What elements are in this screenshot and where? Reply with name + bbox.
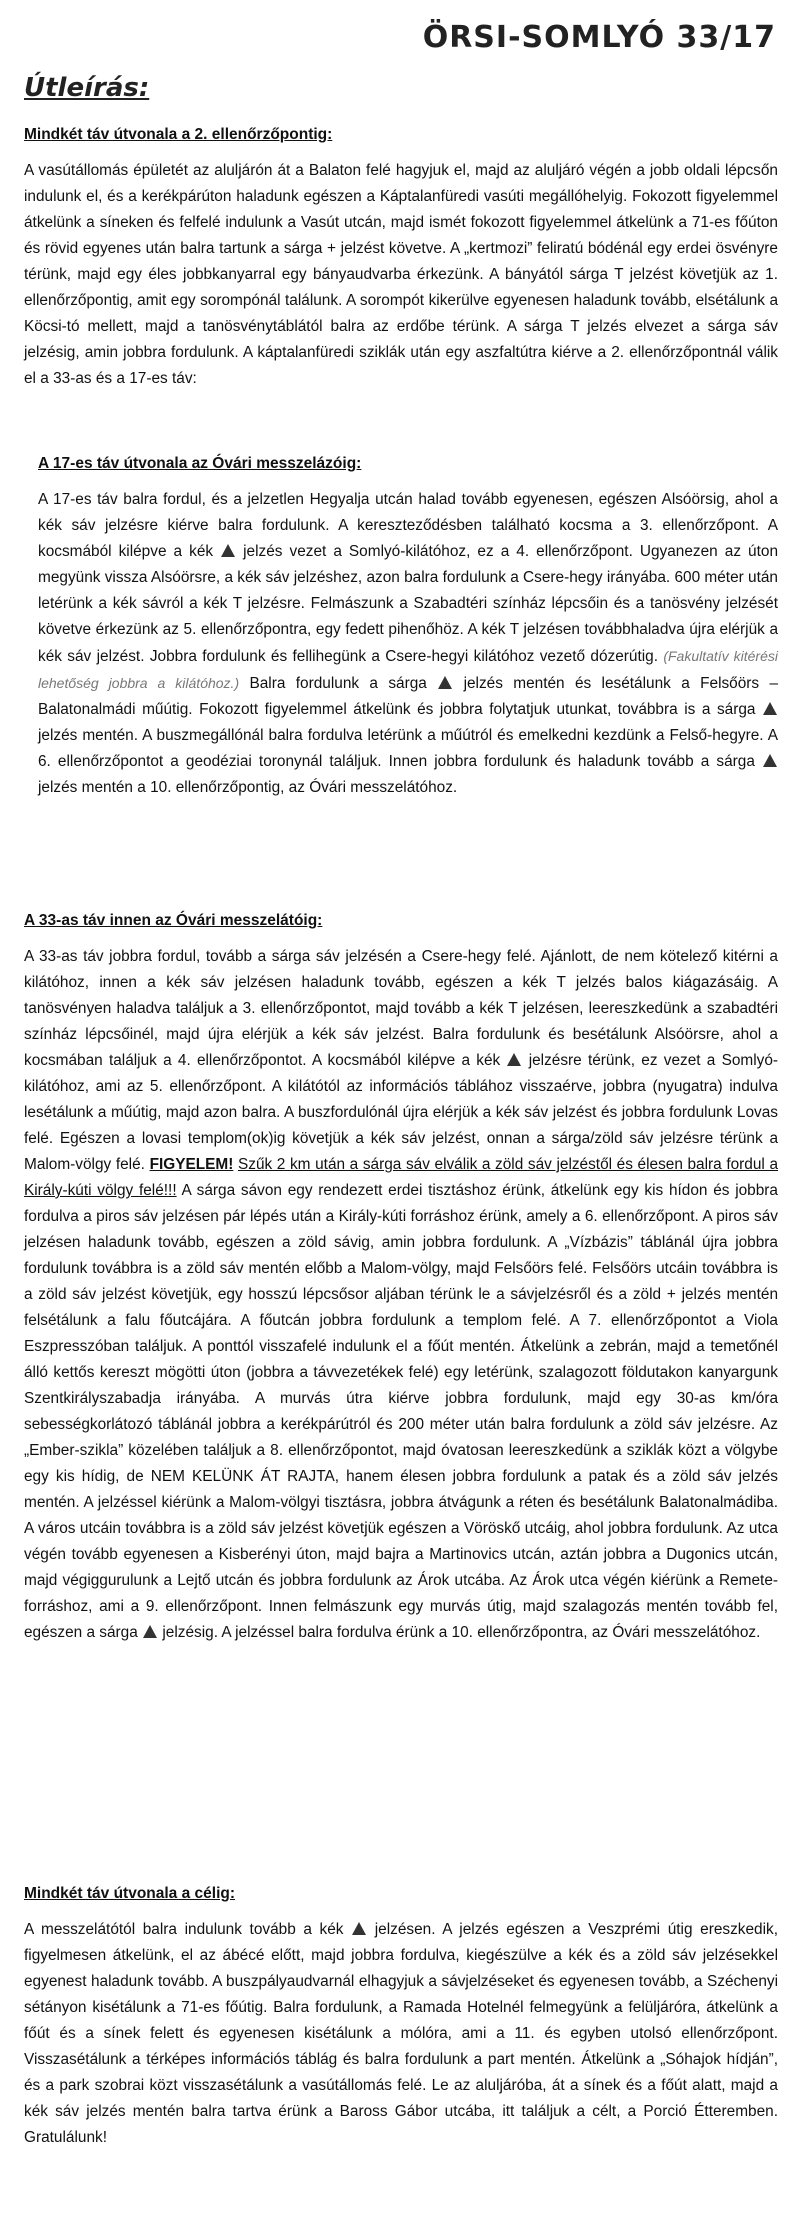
triangle-icon	[221, 544, 235, 557]
section-heading: Mindkét táv útvonala a 2. ellenőrzőpontig:	[24, 126, 333, 143]
route-code: ÖRSI-SOMLYÓ 33/17	[422, 20, 776, 55]
text-part: A sárga sávon egy rendezett erdei tisztáshoz érünk, átkelünk egy kis hídon és jobbra fordulva a piros sáv jelzésen pár lépés után a Király-kúti forráshoz érünk, amely a 6. ellenőrzőpont. A piros sáv jelzésen haladunk tovább, egészen a zöld sávig, amin jobbra fordulunk. A „Vízbázis” táblánál újra jobbra fordulunk továbbra is a zöld sáv mentén előbb a Malom-völgy, majd Felsőörs felé. Felsőörs utcáin továbbra is a zöld sáv jelzést követjük, egy hosszú lépcsősor aljában térünk le a sávjelzésről és a zöld + jelzés mentén felsétálunk a falu főutcájára. A főutcán jobbra fordulunk a templom felé. A 7. ellenőrzőpontot a Viola Eszpresszóban találjuk. A ponttól visszafelé indulunk el a főút mentén. Átkelünk a zebrán, majd a temetőnél álló kettős kereszt mögötti úton (jobbra a távvezetékek felé) egy letérünk, szalagozott földutakon kanyargunk Szentkirályszabadja irányába. A murvás útra kiérve jobbra fordulunk, majd egy 30-as km/óra sebességkorlátozó táblánál jobbra a kerékpárútról és 200 méter után balra fordulunk a zöld sáv jelzésre. Az „Ember-szikla” közelében találjuk a 8. ellenőrzőpontot, majd óvatosan leereszkedünk a sziklák közt a völgybe egy kis hídig, de NEM KELÜNK ÁT RAJTA, hanem élesen jobbra fordulunk a patak és a zöld sáv jelzés mentén. A jelzéssel kiérünk a Malom-völgyi tisztásra, jobbra átvágunk a réten és besétálunk Balatonalmádiba. A város utcáin továbbra is a zöld sáv jelzést követjük egészen a Vöröskő utcáig, ahol jobbra fordulunk. Az utca végén tovább egyenesen a Kisberényi úton, majd bajra a Martinovics utcán, aztán jobbra a Dugonics utcán, majd végiggurulunk a Lejtő utcán és jobbra fordulunk az Árok utcába. Az Árok utca végén kiérünk a Remete-forráshoz, ami a 9. ellenőrzőpont. Innen felmászunk egy murvás útig, majd szalagozás mentén tovább fel, egészen a sárga	[24, 1182, 778, 1641]
text-part: jelzésig. A jelzéssel balra fordulva érünk a 10. ellenőrzőpontra, az Óvári messzelátóhoz.	[162, 1624, 761, 1641]
triangle-icon	[352, 1922, 366, 1935]
section-17-route	[38, 455, 778, 801]
text-part: jelzés vezet a Somlyó-kilátóhoz, ez a 4. ellenőrzőpont. Ugyanezen az úton megyünk vissza Alsóörsre, a kék sáv jelzéshez, azon balra fordulunk a Csere-hegy irányába. 600 méter után letérünk a kék sávról a kék T jelzésre. Felmászunk a Szabadtéri színház lépcsőin és a tanösvény jelzését követve érkezünk az 5. ellenőrzőpontra, egy fedett pihenőhöz. A kék T jelzésen továbbhaladva újra elérjük a kék sáv jelzést. Jobbra fordulunk és fellihegünk a Csere-hegyi kilátóhoz vezető dózerútig.	[38, 543, 778, 665]
section-text: A vasútállomás épületét az aluljárón át a Balaton felé hagyjuk el, majd az aluljáró végén a jobb oldali lépcsőn indulunk el, és a kerékpárúton haladunk egészen a Káptalanfüredi vasúti megállóhelyig. Fokozott figyelemmel átkelünk a síneken és felfelé indulunk a Vasút utcán, majd ismét fokozott figyelemmel átkelünk a 71-es főúton és rövid egyenes után balra tartunk a sárga + jelzést követve. A „kertmozi” feliratú bódénál egy erdei ösvényre térünk, majd egy éles jobbkanyarral egy bányaudvarba érkezünk. A bányától sárga T jelzést követjük az 1. ellenőrzőpontig, amit egy sorompónál találunk. A sorompót kikerülve egyenesen haladunk tovább, elsétálunk a Köcsi-tó mellett, majd a tanösvénytáblától balra az erdőbe térünk. A sárga T jelzés elvezet a sárga sáv jelzésig, amin jobbra fordulunk. A káptalanfüredi sziklák után egy aszfaltútra kiérve a 2. ellenőrzőpontnál válik el a 33-as és a 17-es táv:	[24, 162, 778, 387]
section-33-route	[24, 912, 778, 1646]
text-part: Balra fordulunk a sárga	[249, 675, 427, 692]
section-text	[24, 944, 778, 1646]
text-part: jelzés mentén. A buszmegállónál balra fordulva letérünk a műútról és emelkedni kezdünk a Felső-hegyre. A 6. ellenőrzőpontot a geodéziai toronynál találjuk. Innen jobbra fordulunk és haladunk tovább a sárga	[38, 727, 778, 770]
section-heading: Mindkét táv útvonala a célig:	[24, 1885, 236, 1902]
section-text	[38, 487, 778, 801]
text-part: jelzésre térünk, ez vezet a Somlyó-kilátóhoz, ami az 5. ellenőrzőpont. A kilátótól az információs táblához visszaérve, jobbra (nyugatra) indulva lesétálunk a műútig, majd azon balra. A buszfordulónál újra elérjük a kék sáv jelzést és jobbra fordulunk Lovas felé. Egészen a lovasi templom(ok)ig követjük a kék sáv jelzést, onnan a sárga/zöld sáv jelzésre térünk a Malom-völgy felé.	[24, 1052, 779, 1173]
text-part: A 17-es táv balra fordul, és a jelzetlen Hegyalja utcán halad tovább egyenesen, egészen Alsóörsig, ahol a kék sáv jelzésre kiérve balra fordulunk. A kereszteződésben található kocsma a 3. ellenőrzőpont. A kocsmából kilépve a kék	[38, 491, 778, 560]
triangle-icon	[763, 754, 777, 767]
warning-text: Szűk 2 km után a sárga sáv elválik a zöld sáv jelzéstől és élesen balra fordul a Király-kúti völgy felé!!!	[24, 1156, 779, 1199]
text-part: jelzésen. A jelzés egészen a Veszprémi útig ereszkedik, figyelmesen átkelünk, el az ábécé előtt, majd jobbra fordulva, kiegészülve a kék és a zöld sáv jelzésekkel egyenest haladunk tovább. A buszpályaudvarnál elhagyjuk a sávjelzéseket és egyenesen tovább, a Széchenyi sétányon kisétálunk a 71-es főútig. Balra fordulunk, a Ramada Hotelnél felmegyünk a felüljáróra, átkelünk a főút és a sínek felett és egyenesen kisétálunk a mólóra, ami a 11. és egyben utolsó ellenőrzőpont. Visszasétálunk a térképes információs táblág és balra fordulunk a part mentén. Átkelünk a „Sóhajok hídján”, és a park szobrai közt visszasétálunk a vasútállomás felé. Le az aluljáróba, át a sínek és a főút alatt, majd a kék sáv jelzés mentén balra tartva érünk a Baross Gábor utcába, itt találjuk a célt, a Porció Étteremben. Gratulálunk!	[24, 1921, 778, 2146]
section-heading: A 33-as táv innen az Óvári messzelátóig:	[24, 912, 323, 929]
section-common-finish	[24, 1885, 778, 2151]
section-common-start	[24, 126, 778, 392]
optional-note: (Fakultatív kitérési lehetőség jobbra a kilátóhoz.)	[38, 648, 778, 691]
triangle-icon	[763, 702, 777, 715]
text-part: A messzelátótól balra indulunk tovább a kék	[24, 1921, 344, 1938]
section-heading: A 17-es táv útvonala az Óvári messzelázóig:	[38, 455, 362, 472]
triangle-icon	[143, 1625, 157, 1638]
triangle-icon	[507, 1053, 521, 1066]
text-part: A 33-as táv jobbra fordul, tovább a sárga sáv jelzésén a Csere-hegy felé. Ajánlott, de nem kötelező kitérni a kilátóhoz, innen a kék sáv jelzésen haladunk tovább, egészen a kék T jelzés balos kiágazásáig. A tanösvényen haladva találjuk a 3. ellenőrzőpontot, majd tovább a kék T jelzésen, leereszkedünk a szabadtéri színház lépcsőinél, majd újra elérjük a kék sáv jelzést. Balra fordulunk és besétálunk Alsóörsre, ahol a kocsmában találjuk a 4. ellenőrzőpontot. A kocsmából kilépve a kék	[24, 948, 778, 1069]
page-title: Útleírás:	[24, 73, 150, 103]
section-text	[24, 1917, 778, 2151]
text-part: jelzés mentén a 10. ellenőrzőpontig, az Óvári messzelátóhoz.	[38, 779, 458, 796]
warning-label: FIGYELEM!	[149, 1156, 234, 1173]
triangle-icon	[438, 676, 452, 689]
text-part: jelzés mentén és lesétálunk a Felsőörs – Balatonalmádi műútig. Fokozott figyelemmel átkelünk és jobbra folytatjuk utunkat, továbbra is a sárga	[38, 675, 779, 718]
